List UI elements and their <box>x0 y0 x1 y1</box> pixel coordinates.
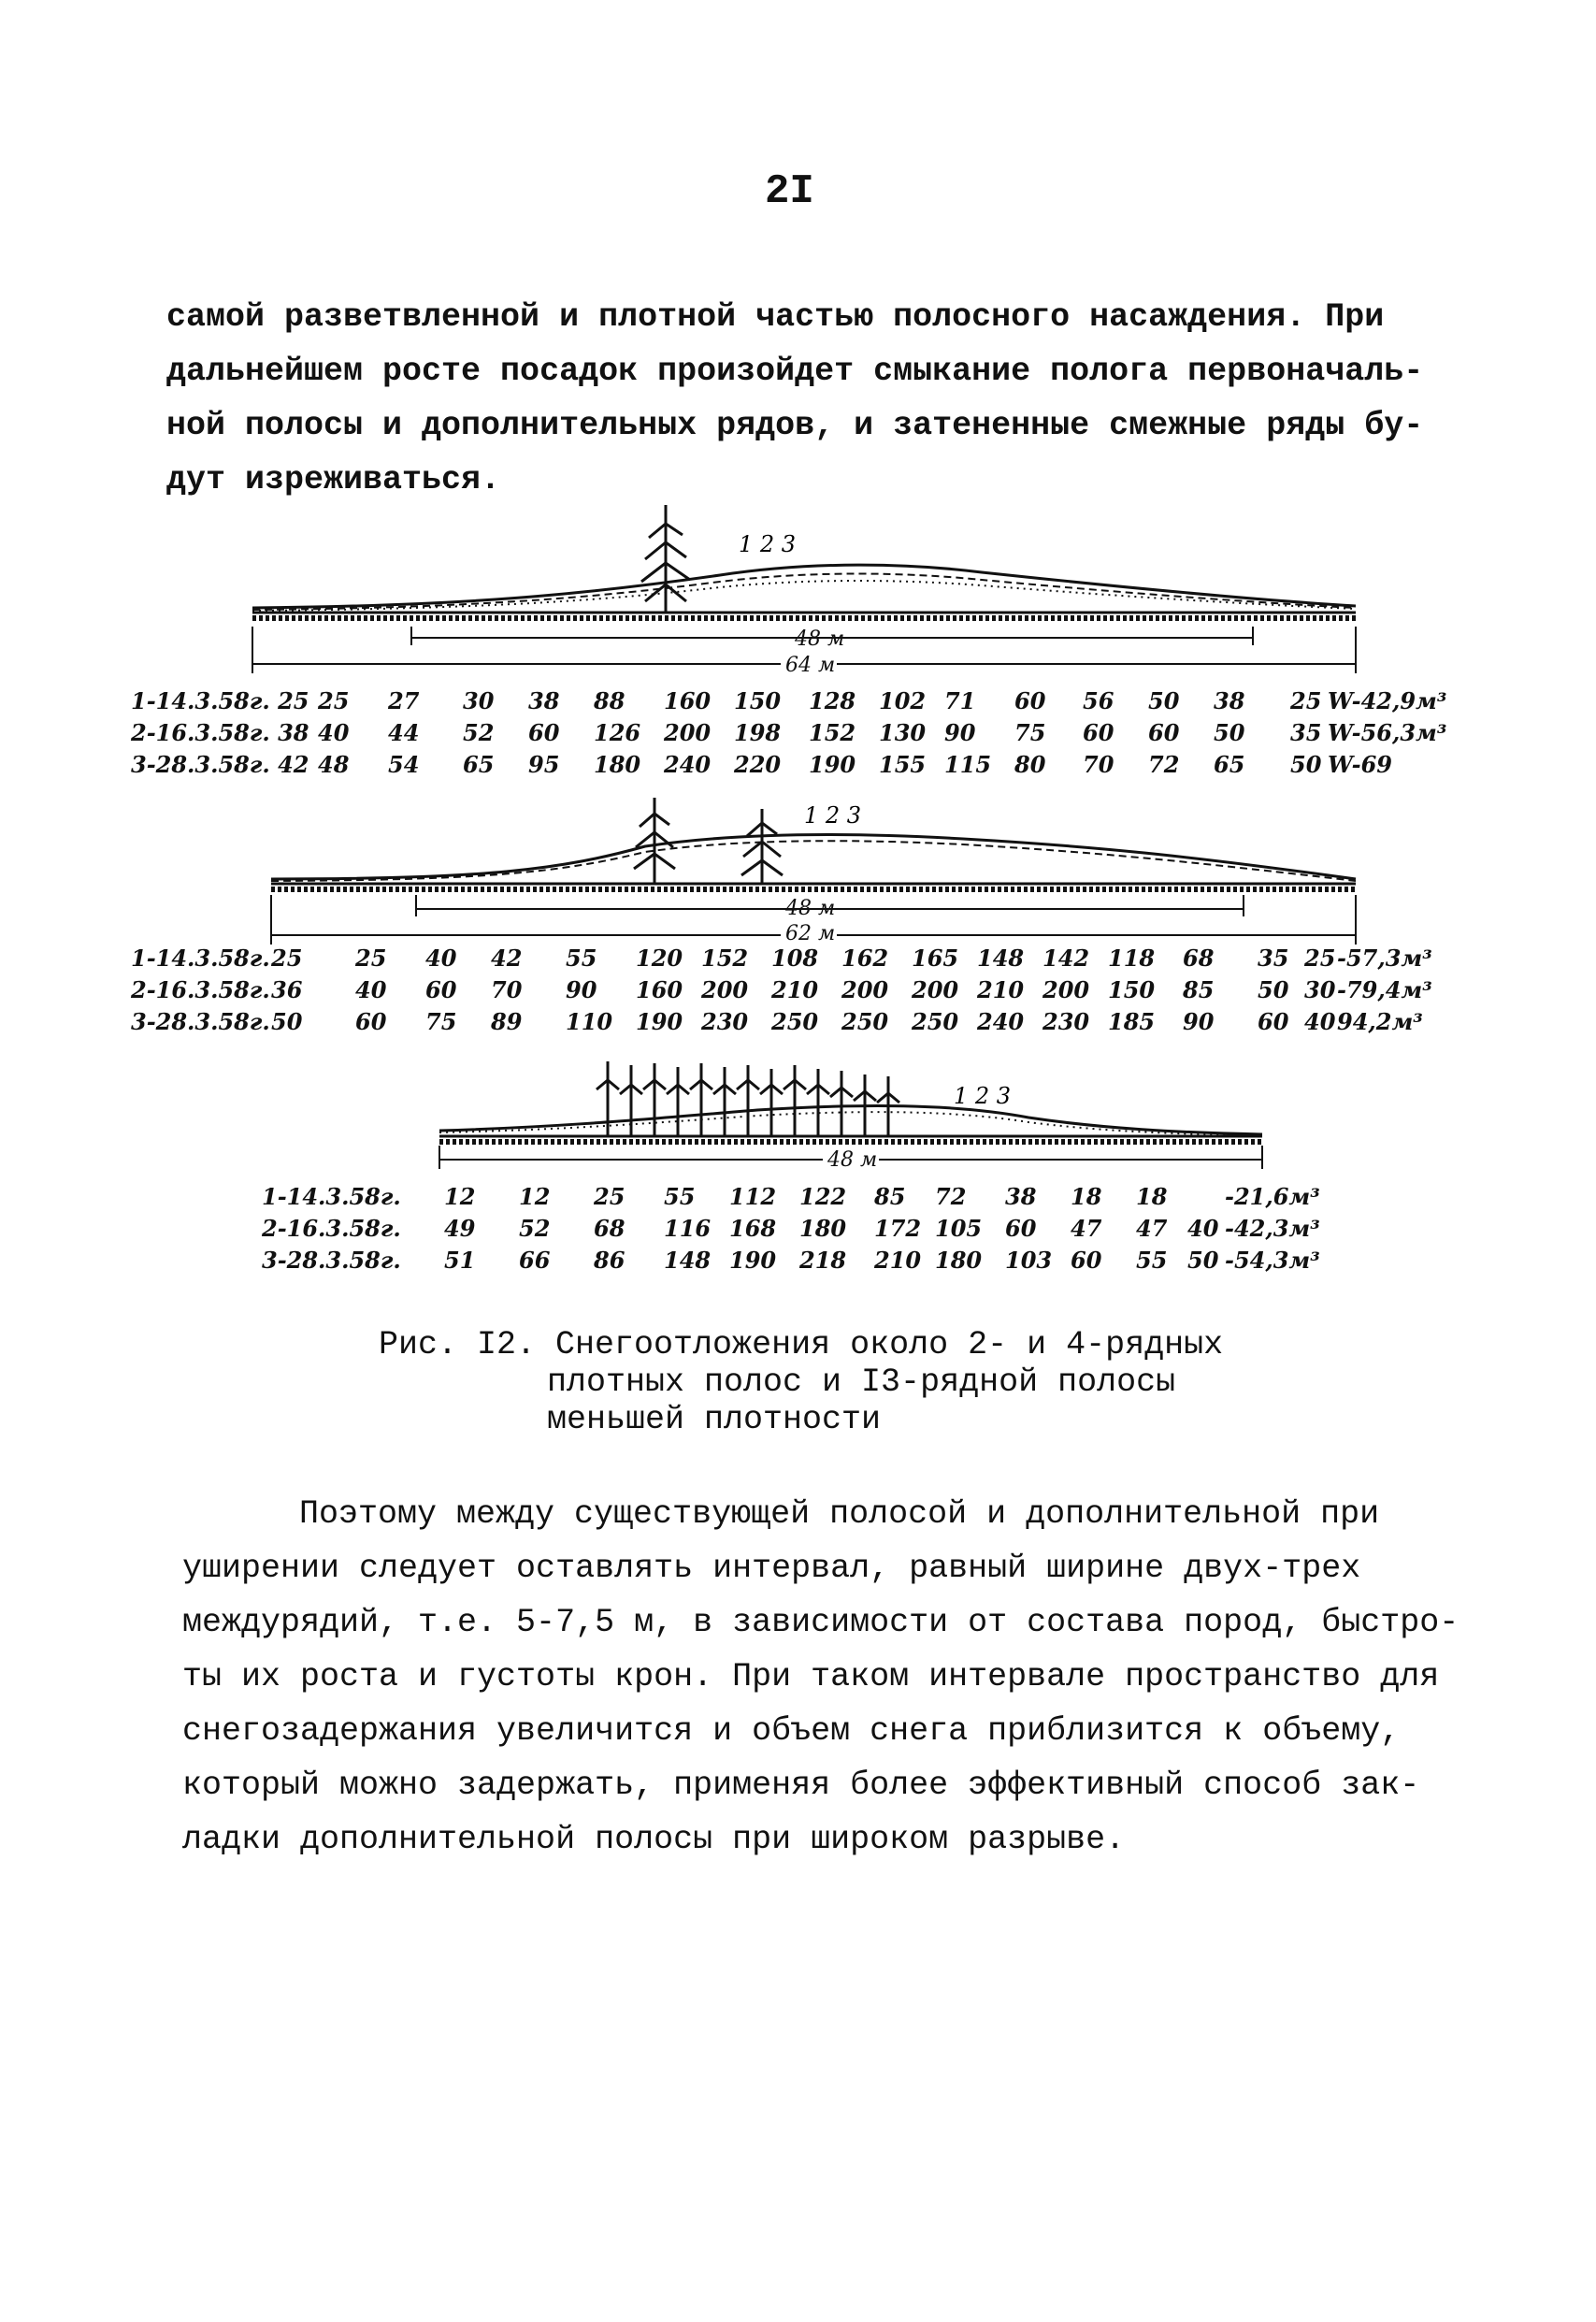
text-line: Поэтому между существующей полосой и дополнительной при <box>299 1495 1380 1533</box>
table-row <box>131 945 1459 976</box>
figure-3-table <box>262 1183 1384 1278</box>
page-number: 2I <box>765 168 814 215</box>
cell: 198 <box>734 719 782 746</box>
cell: 60 <box>1014 687 1046 714</box>
cell: 190 <box>809 751 856 778</box>
cell: 160 <box>636 976 683 1003</box>
caption-line: Рис. I2. Снегоотложения около 2- и 4-рядных <box>379 1326 1224 1363</box>
cell: 152 <box>809 719 856 746</box>
cell: 200 <box>1042 976 1090 1003</box>
cell: 250 <box>912 1008 959 1035</box>
caption-line: плотных полос и I3-рядной полосы <box>547 1363 1176 1401</box>
figure-2-table <box>131 945 1459 1040</box>
cell: 47 <box>1136 1215 1168 1242</box>
row-label: 1-14.3.58г. <box>262 1183 401 1210</box>
cell: 75 <box>425 1008 457 1035</box>
cell: 128 <box>809 687 856 714</box>
row-label: 3-28.3.58г. 42 <box>131 751 309 778</box>
text-line: самой разветвленной и плотной частью полосного насаждения. При <box>166 298 1385 336</box>
cell: 60 <box>1148 719 1180 746</box>
cell: 118 <box>1108 945 1156 972</box>
row-total: 94,2м³ <box>1337 1008 1423 1035</box>
cell: 155 <box>879 751 927 778</box>
figure-2-profile <box>252 790 1374 959</box>
body-paragraph <box>182 1487 1459 1867</box>
cell: 50 <box>1187 1247 1219 1274</box>
row-total: -42,3м³ <box>1225 1215 1320 1242</box>
cell: 102 <box>879 687 927 714</box>
cell: 12 <box>519 1183 551 1210</box>
cell: 89 <box>491 1008 523 1035</box>
cell: 180 <box>594 751 641 778</box>
table-row <box>262 1215 1384 1247</box>
cell: 130 <box>879 719 927 746</box>
cell: 108 <box>771 945 819 972</box>
row-label: 1-14.3.58г. 25 <box>131 687 309 714</box>
row-label: 3-28.3.58г. <box>262 1247 401 1274</box>
cell: 200 <box>841 976 889 1003</box>
cell: 115 <box>944 751 992 778</box>
cell: 55 <box>1136 1247 1168 1274</box>
cell: 90 <box>944 719 976 746</box>
cell: 218 <box>799 1247 847 1274</box>
cell: 148 <box>977 945 1025 972</box>
intro-paragraph <box>166 290 1423 507</box>
table-row <box>131 751 1459 783</box>
cell: 90 <box>566 976 597 1003</box>
tree-row-icon <box>597 1061 899 1136</box>
cell: 50 <box>1214 719 1245 746</box>
row-total: -21,6м³ <box>1225 1183 1320 1210</box>
cell: 150 <box>734 687 782 714</box>
figure-caption <box>379 1326 1223 1438</box>
cell: 25 <box>318 687 350 714</box>
cell: 60 <box>528 719 560 746</box>
cell: 103 <box>1005 1247 1053 1274</box>
outer-span-label: 64 м <box>785 654 836 677</box>
text-line: уширении следует оставлять интервал, равный ширине двух-трех <box>182 1550 1361 1587</box>
cell: 25 <box>594 1183 625 1210</box>
tree-icon <box>741 809 783 884</box>
span-label: 48 м <box>827 1148 878 1172</box>
cell: 60 <box>1083 719 1114 746</box>
cell: 66 <box>519 1247 551 1274</box>
cell: 230 <box>1042 1008 1090 1035</box>
cell: 42 <box>491 945 523 972</box>
caption-line: меньшей плотности <box>547 1401 882 1438</box>
cell: 180 <box>799 1215 847 1242</box>
cell: 68 <box>594 1215 625 1242</box>
cell: 210 <box>771 976 819 1003</box>
cell: 18 <box>1071 1183 1102 1210</box>
row-total: -54,3м³ <box>1225 1247 1320 1274</box>
cell: 165 <box>912 945 959 972</box>
curve-labels: 1 2 3 <box>804 802 862 829</box>
cell: 70 <box>1083 751 1114 778</box>
cell: 126 <box>594 719 641 746</box>
cell: 60 <box>1005 1215 1037 1242</box>
cell: 51 <box>444 1247 476 1274</box>
cell: 110 <box>566 1008 613 1035</box>
row-label: 2-16.3.58г. <box>131 976 270 1003</box>
cell: 190 <box>729 1247 777 1274</box>
cell: 50 <box>271 1008 303 1035</box>
cell: 65 <box>1214 751 1245 778</box>
cell: 210 <box>977 976 1025 1003</box>
cell: 60 <box>1071 1247 1102 1274</box>
cell: 60 <box>1258 1008 1289 1035</box>
cell: 168 <box>729 1215 777 1242</box>
inner-span-label: 48 м <box>795 627 845 651</box>
table-row <box>131 719 1459 751</box>
row-total: -57,3м³ <box>1337 945 1432 972</box>
cell: 40 <box>1187 1215 1219 1242</box>
cell: 55 <box>664 1183 696 1210</box>
cell: 25 <box>355 945 387 972</box>
row-total: -79,4м³ <box>1337 976 1432 1003</box>
cell: 30 <box>1304 976 1336 1003</box>
cell: 185 <box>1108 1008 1156 1035</box>
cell: 230 <box>701 1008 749 1035</box>
row-label: 2-16.3.58г. 38 <box>131 719 309 746</box>
cell: 38 <box>1005 1183 1037 1210</box>
cell: 71 <box>944 687 976 714</box>
curve-labels: 1 2 3 <box>739 531 797 557</box>
text-line: междурядий, т.е. 5-7,5 м, в зависимости от состава пород, быстро- <box>182 1604 1459 1641</box>
tree-icon <box>641 505 690 613</box>
cell: 60 <box>425 976 457 1003</box>
cell: 18 <box>1136 1183 1168 1210</box>
row-label: 3-28.3.58г. <box>131 1008 270 1035</box>
tree-icon <box>634 798 675 884</box>
cell: 200 <box>664 719 712 746</box>
figure-1-table <box>131 687 1459 783</box>
cell: 85 <box>874 1183 906 1210</box>
cell: 50 <box>1148 687 1180 714</box>
cell: 160 <box>664 687 712 714</box>
cell: 52 <box>519 1215 551 1242</box>
table-row <box>262 1183 1384 1215</box>
cell: 88 <box>594 687 625 714</box>
row-total: W-56,3м³ <box>1328 719 1447 746</box>
cell: 116 <box>664 1215 712 1242</box>
cell: 240 <box>664 751 712 778</box>
inner-span-label: 48 м <box>785 897 836 920</box>
row-total: W-42,9м³ <box>1328 687 1447 714</box>
cell: 25 <box>1304 945 1336 972</box>
cell: 80 <box>1014 751 1046 778</box>
text-line: ты их роста и густоты крон. При таком интервале пространство для <box>182 1658 1440 1695</box>
cell: 72 <box>935 1183 967 1210</box>
cell: 49 <box>444 1215 476 1242</box>
row-label: 1-14.3.58г. <box>131 945 270 972</box>
cell: 36 <box>271 976 303 1003</box>
cell: 12 <box>444 1183 476 1210</box>
table-row <box>131 976 1459 1008</box>
cell: 70 <box>491 976 523 1003</box>
cell: 148 <box>664 1247 712 1274</box>
cell: 35 <box>1290 719 1322 746</box>
cell: 38 <box>528 687 560 714</box>
cell: 152 <box>701 945 749 972</box>
cell: 150 <box>1108 976 1156 1003</box>
cell: 112 <box>729 1183 777 1210</box>
figure-3-profile <box>430 1052 1272 1183</box>
cell: 220 <box>734 751 782 778</box>
cell: 40 <box>1304 1008 1336 1035</box>
cell: 40 <box>355 976 387 1003</box>
text-line: снегозадержания увеличится и объем снега приблизится к объему, <box>182 1712 1401 1750</box>
cell: 30 <box>463 687 495 714</box>
cell: 142 <box>1042 945 1090 972</box>
cell: 68 <box>1183 945 1215 972</box>
cell: 25 <box>1290 687 1322 714</box>
cell: 40 <box>425 945 457 972</box>
text-line: дальнейшем росте посадок произойдет смыкание полога первоначаль- <box>166 353 1424 390</box>
cell: 122 <box>799 1183 847 1210</box>
cell: 50 <box>1258 976 1289 1003</box>
cell: 190 <box>636 1008 683 1035</box>
cell: 60 <box>355 1008 387 1035</box>
cell: 65 <box>463 751 495 778</box>
cell: 240 <box>977 1008 1025 1035</box>
text-line: ной полосы и дополнительных рядов, и затененные смежные ряды бу- <box>166 407 1424 444</box>
table-row <box>131 687 1459 719</box>
cell: 25 <box>271 945 303 972</box>
outer-span-label: 62 м <box>785 922 836 945</box>
text-line: ладки дополнительной полосы при широком разрыве. <box>182 1821 1126 1858</box>
cell: 120 <box>636 945 683 972</box>
cell: 54 <box>388 751 420 778</box>
cell: 44 <box>388 719 420 746</box>
cell: 72 <box>1148 751 1180 778</box>
table-row <box>131 1008 1459 1040</box>
cell: 200 <box>701 976 749 1003</box>
cell: 48 <box>318 751 350 778</box>
snow-curve-1 <box>252 565 1356 608</box>
cell: 95 <box>528 751 560 778</box>
cell: 250 <box>771 1008 819 1035</box>
snow-curve-1 <box>439 1105 1262 1134</box>
row-total: W-69 <box>1328 751 1392 778</box>
cell: 172 <box>874 1215 922 1242</box>
curve-labels: 1 2 3 <box>954 1083 1012 1109</box>
cell: 86 <box>594 1247 625 1274</box>
cell: 90 <box>1183 1008 1215 1035</box>
cell: 75 <box>1014 719 1046 746</box>
cell: 210 <box>874 1247 922 1274</box>
cell: 50 <box>1290 751 1322 778</box>
cell: 85 <box>1183 976 1215 1003</box>
cell: 27 <box>388 687 420 714</box>
snow-curve-1 <box>271 834 1356 879</box>
cell: 52 <box>463 719 495 746</box>
cell: 38 <box>1214 687 1245 714</box>
row-label: 2-16.3.58г. <box>262 1215 401 1242</box>
cell: 56 <box>1083 687 1114 714</box>
cell: 35 <box>1258 945 1289 972</box>
cell: 55 <box>566 945 597 972</box>
cell: 47 <box>1071 1215 1102 1242</box>
cell: 40 <box>318 719 350 746</box>
cell: 180 <box>935 1247 983 1274</box>
table-row <box>262 1247 1384 1278</box>
figure-1-profile <box>234 496 1412 683</box>
cell: 250 <box>841 1008 889 1035</box>
cell: 162 <box>841 945 889 972</box>
cell: 105 <box>935 1215 983 1242</box>
cell: 200 <box>912 976 959 1003</box>
text-line: дут изреживаться. <box>166 461 501 498</box>
text-line: который можно задержать, применяя более эффективный способ зак- <box>182 1767 1420 1804</box>
